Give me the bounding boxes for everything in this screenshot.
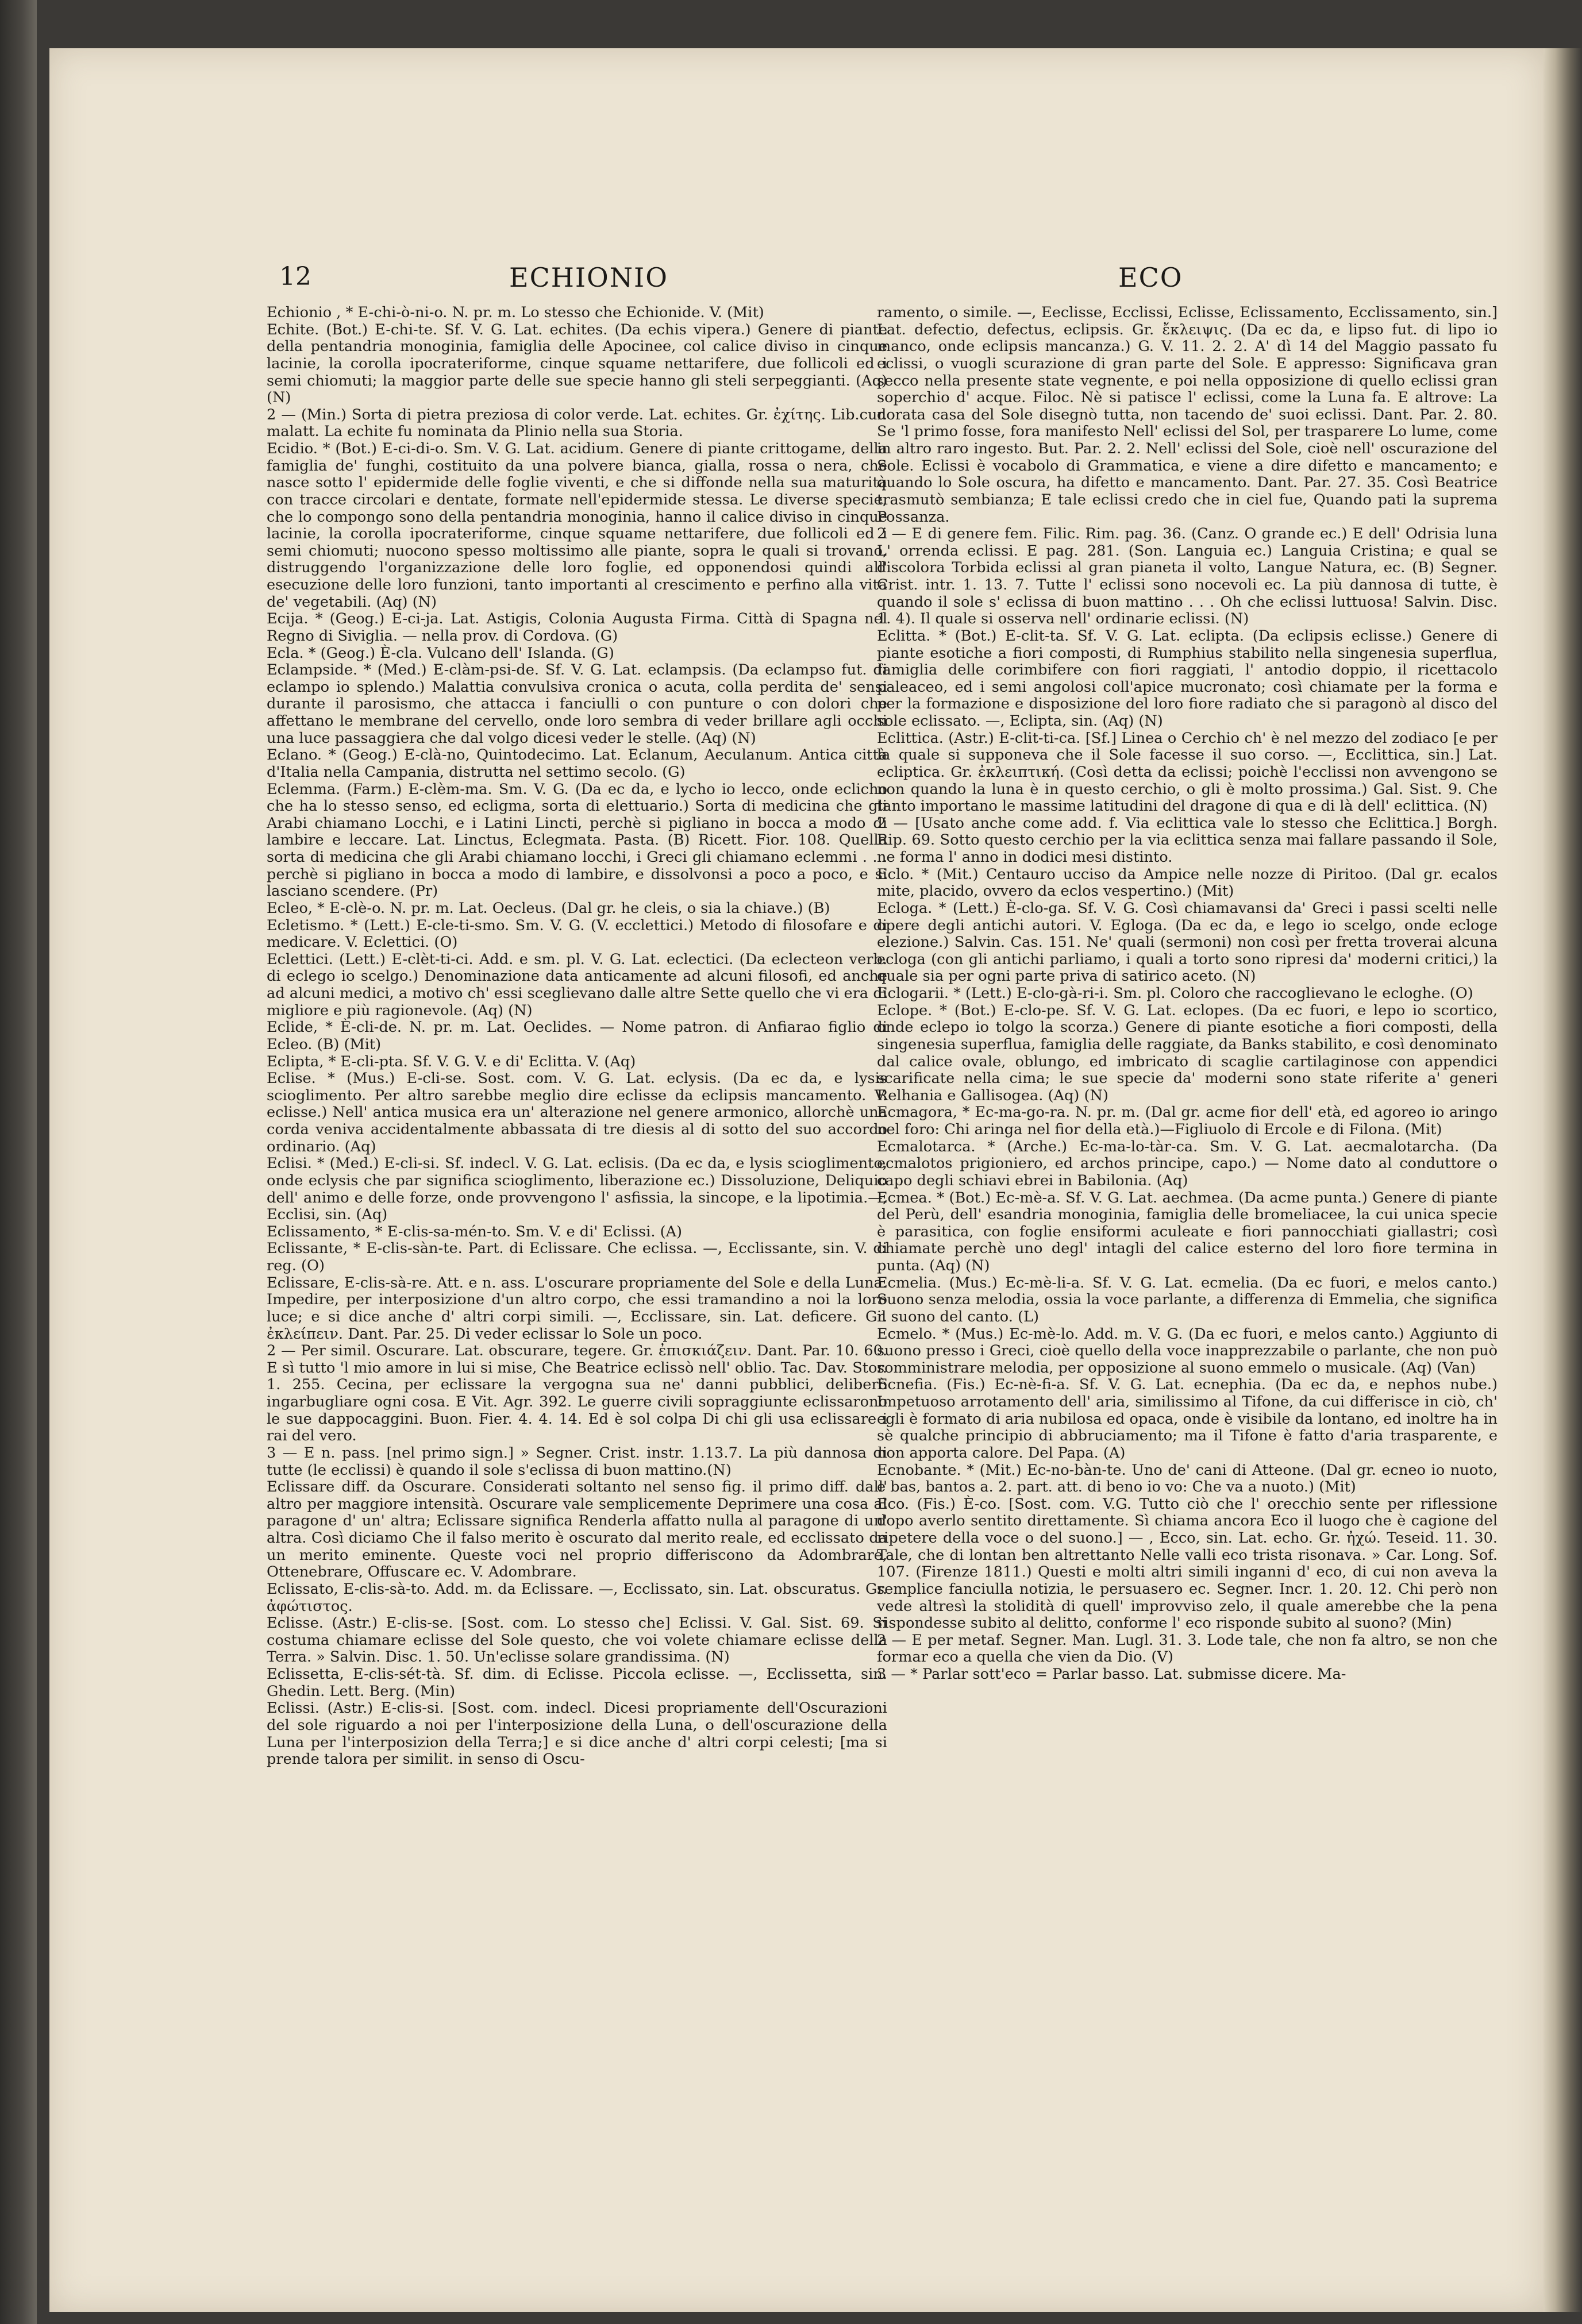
entry-echite-sense-2: 2 — (Min.) Sorta di pietra preziosa di color verde. Lat. echites. Gr. ἐχίτης. Lib.cur. malatt. La echite fu nominata da Plinio nella sua Storia. <box>267 406 887 441</box>
entry-ecnobante: Ecnobante. * (Mit.) Ec-no-bàn-te. Uno de' cani di Atteone. (Dal gr. ecneo io nuoto, e bas, bantos a. 2. part. att. di beno io vo: Che va a nuoto.) (Mit) <box>877 1461 1498 1496</box>
guide-word-left: ECHIONIO <box>509 262 668 293</box>
entry-eclittica: Eclittica. (Astr.) E-clit-ti-ca. [Sf.] Linea o Cerchio ch' è nel mezzo del zodiaco [e per la quale si supponeva che il Sole facesse il suo corso. —, Ecclittica, sin.] Lat. ecliptica. Gr. ἐκλειπτική. (Così detta da eclissi; poichè l'ecclissi non avvengono se non quando la luna è in questo cerchio, o gli è molto prossima.) Gal. Sist. 9. Che tanto importano le massime latitudini del dragone di qua e di là dell' eclittica. (N) <box>877 729 1498 815</box>
entry-eclise: Eclise. * (Mus.) E-cli-se. Sost. com. V. G. Lat. eclysis. (Da ec da, e lysis scioglimento. Per altro sarebbe meglio dire eclisse da eclipsis mancamento. V. eclisse.) Nell' antica musica era un' alterazione nel genere armonico, allorchè una corda veniva accidentalmente abbassata di tre diesis al di sotto del suo accordo ordinario. (Aq) <box>267 1070 887 1155</box>
entry-eclissare-sense-3: 3 — E n. pass. [nel primo sign.] » Segner. Crist. instr. 1.13.7. La più dannosa di tutte (le ecclissi) è quando il sole s'eclissa di buon mattino.(N) <box>267 1444 887 1479</box>
entry-eco: Eco. (Fis.) È-co. [Sost. com. V.G. Tutto ciò che l' orecchio sente per riflessione dopo averlo sentito direttamente. Sì chiama ancora Eco il luogo che è cagione del ripetere della voce o del suono.] — , Ecco, sin. Lat. echo. Gr. ἠχώ. Teseid. 11. 30. Tale, che di lontan ben altrettanto Nelle valli eco trista risonava. » Car. Long. Sof. 107. (Firenze 1811.) Questi e molti altri simili inganni d' eco, di cui non aveva la semplice fanciulla notizia, le persuasero ec. Segner. Incr. 1. 20. 12. Chi però non vede altresì la stolidità di quell' improvviso zelo, il quale amerebbe che la pena rispondesse subito al delitto, conforme l' eco risponde subito al suono? (Min) <box>877 1495 1498 1632</box>
entry-eclide: Eclide, * È-cli-de. N. pr. m. Lat. Oeclides. — Nome patron. di Anfiarao figlio di Ecleo. (B) (Mit) <box>267 1019 887 1053</box>
entry-ecloga: Ecloga. * (Lett.) È-clo-ga. Sf. V. G. Così chiamavansi da' Greci i passi scelti nelle opere degli antichi autori. V. Egloga. (Da ec da, e lego io scelgo, onde ecloge elezione.) Salvin. Cas. 151. Ne' quali (sermoni) non così per fretta troverai alcuna ecloga (con gli antichi parliamo, i quali a torto sono ripresi da' moderni critici,) la quale sia per ogni parte priva di satirico aceto. (N) <box>877 899 1498 985</box>
entry-eclisse: Eclisse. (Astr.) E-clis-se. [Sost. com. Lo stesso che] Eclissi. V. Gal. Sist. 69. Si costuma chiamare eclisse del Sole questo, che voi volete chiamare eclisse della Terra. » Salvin. Disc. 1. 50. Un'eclisse solare grandissima. (N) <box>267 1614 887 1666</box>
entry-eclano: Eclano. * (Geog.) E-clà-no, Quintodecimo. Lat. Eclanum, Aeculanum. Antica città d'Italia nella Campania, distrutta nel settimo secolo. (G) <box>267 746 887 781</box>
running-head <box>49 262 1543 302</box>
entry-eclissetta: Eclissetta, E-clis-sét-tà. Sf. dim. di Eclisse. Piccola eclisse. —, Ecclissetta, sin. Ghedin. Lett. Berg. (Min) <box>267 1666 887 1700</box>
entry-ecmalotarca: Ecmalotarca. * (Arche.) Ec-ma-lo-tàr-ca. Sm. V. G. Lat. aecmalotarcha. (Da ecmalotos prigioniero, ed archos principe, capo.) — Nome dato al conduttore o capo degli schiavi ebrei in Babilonia. (Aq) <box>877 1138 1498 1189</box>
entry-echionio: Echionio , * E-chi-ò-ni-o. N. pr. m. Lo stesso che Echionide. V. (Mit) <box>267 304 764 321</box>
entry-eclisi: Eclisi. * (Med.) E-cli-si. Sf. indecl. V. G. Lat. eclisis. (Da ec da, e lysis scioglimento, onde eclysis che par significa scioglimento, liberazione ec.) Dissoluzione, Deliquio dell' animo e delle forze, onde provvengono l' asfissia, la sincope, e la lipotimia.—, Ecclisi, sin. (Aq) <box>267 1155 887 1224</box>
entry-ecleo: Ecleo, * E-clè-o. N. pr. m. Lat. Oecleus. (Dal gr. he cleis, o sia la chiave.) (B) <box>267 899 830 917</box>
entry-echite: Echite. (Bot.) E-chi-te. Sf. V. G. Lat. echites. (Da echis vipera.) Genere di piante della pentandria monoginia, famiglia delle Apocinee, col calice diviso in cinque lacinie, la corolla ipocrateriforme, cinque squame nettarifere, due follicoli ed i semi chiomuti; la maggior parte delle sue specie hanno gli steli serpeggianti. (Aq) (N) <box>267 321 887 407</box>
entry-ecmelo: Ecmelo. * (Mus.) Ec-mè-lo. Add. m. V. G. (Da ec fuori, e melos canto.) Aggiunto di suono presso i Greci, cioè quello della voce inapprezzabile o parlante, che non può somministrare melodia, per opposizione al suono emmelo o musicale. (Aq) (Van) <box>877 1325 1498 1377</box>
entry-eclissi-continued: ramento, o simile. —, Eeclisse, Ecclissi, Eclisse, Eclissamento, Ecclissamento, sin.] Lat. defectio, defectus, eclipsis. Gr. ἔκλειψις. (Da ec da, e lipso fut. di lipo io manco, onde eclipsis mancanza.) G. V. 11. 2. 2. A' dì 14 del Maggio passato fu eclissi, o vuogli scurazione di gran parte del Sole. E appresso: Significava gran secco nella presente state vegnente, e poi nella opposizione di quello eclissi gran soperchio d' acque. Filoc. Nè si patisce l' eclissi, come la Luna fa. E altrove: La dorata casa del Sole disegnò tutta, non tacendo de' suoi eclissi. Dant. Par. 2. 80. Se 'l primo fosse, fora manifesto Nell' eclissi del Sol, per trasparere Lo lume, come in altro raro ingesto. But. Par. 2. 2. Nell' eclissi del Sole, cioè nell' oscurazione del Sole. Eclissi è vocabolo di Grammatica, e viene a dire difetto e mancamento; e quando lo Sole oscura, ha difetto e mancamento. Dant. Par. 27. 35. Così Beatrice trasmutò sembianza; E tale eclissi credo che in ciel fue, Quando pati la suprema Possanza. <box>877 304 1498 526</box>
entry-eclissare-synonym-note: Eclissare diff. da Oscurare. Considerati soltanto nel senso fig. il primo diff. dall' altro per maggiore intensità. Oscurare vale semplicemente Deprimere una cosa al paragone d' un' altra; Eclissare significa Renderla affatto nulla al paragone di un' altra. Così diciamo Che il falso merito è oscurato dal merito reale, ed ecclissato da un merito eminente. Queste voci nel proprio differiscono da Adombrare, Ottenebrare, Offuscare ec. V. Adombrare. <box>267 1478 887 1581</box>
entry-ecmea: Ecmea. * (Bot.) Ec-mè-a. Sf. V. G. Lat. aechmea. (Da acme punta.) Genere di piante del Perù, dell' esandria monoginia, famiglia delle bromeliacee, la cui unica specie è parasitica, con foglie ensiformi aculeate e fiori pannocchiati giallastri; così chiamate perchè uno degl' intagli del calice esterno del loro fiore termina in punta. (Aq) (N) <box>877 1189 1498 1274</box>
entry-eclampside: Eclampside. * (Med.) E-clàm-psi-de. Sf. V. G. Lat. eclampsis. (Da eclampso fut. di eclampo io splendo.) Malattia convulsiva cronica o acuta, colla perdita de' sensi durante il parosismo, che attacca i fanciulli o con punture o con dolori che affettano le membrane del cervello, onde loro sembra di veder brillare agli occhi una luce passaggiera che dal volgo dicesi veder le stelle. (Aq) (N) <box>267 661 887 747</box>
entry-eco-sense-3: 3 — * Parlar sott'eco = Parlar basso. Lat. submisse dicere. Ma- <box>877 1666 1346 1683</box>
entry-eclittica-sense-2: 2 — [Usato anche come add. f. Via eclittica vale lo stesso che Eclittica.] Borgh. Rip. 69. Sotto questo cerchio per la via eclittica senza mai fallare passando il Sole, ne forma l' anno in dodici mesi distinto. <box>877 814 1498 866</box>
right-column <box>877 305 1498 1683</box>
entry-ecija: Ecija. * (Geog.) E-ci-ja. Lat. Astigis, Colonia Augusta Firma. Città di Spagna nel Regno di Siviglia. — nella prov. di Cordova. (G) <box>267 610 887 645</box>
entry-ecmelia: Ecmelia. (Mus.) Ec-mè-li-a. Sf. V. G. Lat. ecmelia. (Da ec fuori, e melos canto.) Suono senza melodia, ossia la voce parlante, a differenza di Emmelia, che significa il suono del canto. (L) <box>877 1274 1498 1325</box>
entry-ecidio: Ecidio. * (Bot.) E-ci-di-o. Sm. V. G. Lat. acidium. Genere di piante crittogame, della famiglia de' funghi, costituito da una polvere bianca, gialla, rossa o nera, che nasce sotto l' epidermide delle foglie viventi, e che si diffonde nella sua maturità con tracce circolari e dentate, formate nell'epidermide stessa. Le diverse specie, che lo compongo sono della pentandria monoginia, hanno il calice diviso in cinque lacinie, la corolla ipocrateriforme, cinque squame nettarifere, due follicoli ed i semi chiomuti; nuocono spesso moltissimo alle piante, sopra le quali si trovano, distruggendo l'organizzazione delle loro foglie, ed opponendosi quindi all' esecuzione delle loro funzioni, tanto importanti al crescimento e perfino alla vita de' vegetabili. (Aq) (N) <box>267 440 887 611</box>
entry-eclo: Eclo. * (Mit.) Centauro ucciso da Ampice nelle nozze di Piritoo. (Dal gr. ecalos mite, placido, ovvero da eclos vespertino.) (Mit) <box>877 865 1498 900</box>
entry-eco-sense-2: 2 — E per metaf. Segner. Man. Lugl. 31. 3. Lode tale, che non fa altro, se non che formar eco a quella che vien da Dio. (V) <box>877 1631 1498 1666</box>
entry-eclissare-sense-2: 2 — Per simil. Oscurare. Lat. obscurare, tegere. Gr. ἐπισκιάζειν. Dant. Par. 10. 60. E sì tutto 'l mio amore in lui si mise, Che Beatrice eclissò nell' oblio. Tac. Dav. Stor. 1. 255. Cecina, per eclissare la vergogna sua ne' danni pubblici, deliberò ingarbugliare ogni cosa. E Vit. Agr. 392. Le guerre civili sopraggiunte eclissarono le sue dappocaggini. Buon. Fier. 4. 4. 14. Ed è sol colpa Di chi gli usa eclissare i rai del vero. <box>267 1342 887 1445</box>
entry-eclogarii: Eclogarii. * (Lett.) E-clo-gà-ri-i. Sm. pl. Coloro che raccoglievano le ecloghe. (O) <box>877 985 1473 1002</box>
entry-eclissi-sense-2: 2 — E di genere fem. Filic. Rim. pag. 36. (Canz. O grande ec.) E dell' Odrisia luna L' orrenda eclissi. E pag. 281. (Son. Languia ec.) Languia Cristina; e qual se discolora Torbida eclissi al gran pianeta il volto, Langue Natura, ec. (B) Segner. Crist. intr. 1. 13. 7. Tutte l' eclissi sono nocevoli ec. La più dannosa di tutte, è quando il sole s' eclissa di buon mattino . . . Oh che eclissi luttuosa! Salvin. Disc. 1. 4). Il quale si osserva nell' ordinarie eclissi. (N) <box>877 525 1498 628</box>
entry-eclettici: Eclettici. (Lett.) E-clèt-ti-ci. Add. e sm. pl. V. G. Lat. eclectici. (Da eclecteon verb. di eclego io scelgo.) Denominazione data anticamente ad alcuni filosofi, ed anche ad alcuni medici, a motivo ch' essi sceglievano dalle altre Sette quello che vi era di migliore e più ragionevole. (Aq) (N) <box>267 950 887 1019</box>
guide-word-right: ECO <box>1118 262 1183 293</box>
entry-ecletismo: Ecletismo. * (Lett.) E-cle-ti-smo. Sm. V. G. (V. ecclettici.) Metodo di filosofare e di medicare. V. Eclettici. (O) <box>267 916 887 951</box>
entry-eclipta: Eclipta, * E-cli-pta. Sf. V. G. V. e di' Eclitta. V. (Aq) <box>267 1053 636 1070</box>
entry-eclissi: Eclissi. (Astr.) E-clis-si. [Sost. com. indecl. Dicesi propriamente dell'Oscurazioni del sole riguardo a noi per l'interposizione della Luna, o dell'oscurazione della Luna per l'interposizion della Terra;] e si dice anche d' altri corpi celesti; [ma si prende talora per similit. in senso di Oscu- <box>267 1699 887 1768</box>
entry-ecnefia: Ecnefia. (Fis.) Ec-nè-fi-a. Sf. V. G. Lat. ecnephia. (Da ec da, e nephos nube.) Impetuoso arrotamento dell' aria, similissimo al Tifone, da cui differisce in ciò, ch' egli è formato di aria nubilosa ed opaca, onde è visibile da lontano, ed inoltre ha in sè qualche principio di abbruciamento; ma il Tifone è fatto d'aria trasparente, e non apporta calore. Del Papa. (A) <box>877 1376 1498 1462</box>
entry-eclissato: Eclissato, E-clis-sà-to. Add. m. da Eclissare. —, Ecclissato, sin. Lat. obscuratus. Gr. ἀφώτιστος. <box>267 1580 887 1615</box>
entry-ecla: Ecla. * (Geog.) È-cla. Vulcano dell' Islanda. (G) <box>267 644 614 662</box>
entry-eclitta: Eclitta. * (Bot.) E-clit-ta. Sf. V. G. Lat. eclipta. (Da eclipsis eclisse.) Genere di piante esotiche a fiori composti, di Rumphius stabilito nella singenesia superflua, famiglia delle corimbifere con fiori raggiati, l' antodio doppio, il ricettacolo paleaceo, ed i semi angolosi coll'apice mucronato; così chiamate per la forma e per la formazione e disposizione del loro fiore radiato che si paragonò al disco del sole eclissato. —, Eclipta, sin. (Aq) (N) <box>877 627 1498 730</box>
dictionary-page <box>49 48 1543 2312</box>
entry-ecmagora: Ecmagora, * Ec-ma-go-ra. N. pr. m. (Dal gr. acme fior dell' età, ed agoreo io aringo nel foro: Chi aringa nel fior della età.)—Figliuolo di Ercole e di Filona. (Mit) <box>877 1104 1498 1138</box>
scan-background-edge <box>0 0 37 2324</box>
book-gutter-fold <box>1543 48 1582 2312</box>
page-number: 12 <box>279 262 311 291</box>
entry-eclissamento: Eclissamento, * E-clis-sa-mén-to. Sm. V. e di' Eclissi. (A) <box>267 1223 683 1240</box>
entry-eclissante: Eclissante, * E-clis-sàn-te. Part. di Eclissare. Che eclissa. —, Ecclissante, sin. V. di reg. (O) <box>267 1240 887 1274</box>
entry-eclope: Eclope. * (Bot.) E-clo-pe. Sf. V. G. Lat. eclopes. (Da ec fuori, e lepo io scortico, onde eclepo io tolgo la scorza.) Genere di piante esotiche a fiori composti, della singenesia superflua, famiglia delle raggiate, da Banks stabilito, e così denominato dal calice ovale, oblungo, ed imbricato di scaglie cartilaginose con appendici scarificate nella cima; le sue specie da' moderni sono state riferite a' generi Relhania e Gallisogea. (Aq) (N) <box>877 1001 1498 1104</box>
entry-eclemma: Eclemma. (Farm.) E-clèm-ma. Sm. V. G. (Da ec da, e lycho io lecco, onde eclicho che ha lo stesso senso, ed ecligma, sorta di elettuario.) Sorta di medicina che gli Arabi chiamano Locchi, e i Latini Lincti, perchè si pigliano in bocca a modo di lambire e leccare. Lat. Linctus, Eclegmata. Pasta. (B) Ricett. Fior. 108. Quella sorta di medicina che gli Arabi chiamano locchi, i Greci gli chiamano eclemmi . . . perchè si pigliano in bocca a modo di lambire, e dissolvonsi a poco a poco, e si lasciano scendere. (Pr) <box>267 780 887 900</box>
left-column <box>267 305 887 1768</box>
entry-eclissare: Eclissare, E-clis-sà-re. Att. e n. ass. L'oscurare propriamente del Sole e della Luna. Impedire, per interposizione d'un altro corpo, che essi tramandino a noi la loro luce; e si dice anche d' altri corpi simili. —, Ecclissare, sin. Lat. deficere. Gr. ἐκλείπειν. Dant. Par. 25. Di veder eclissar lo Sole un poco. <box>267 1274 887 1343</box>
